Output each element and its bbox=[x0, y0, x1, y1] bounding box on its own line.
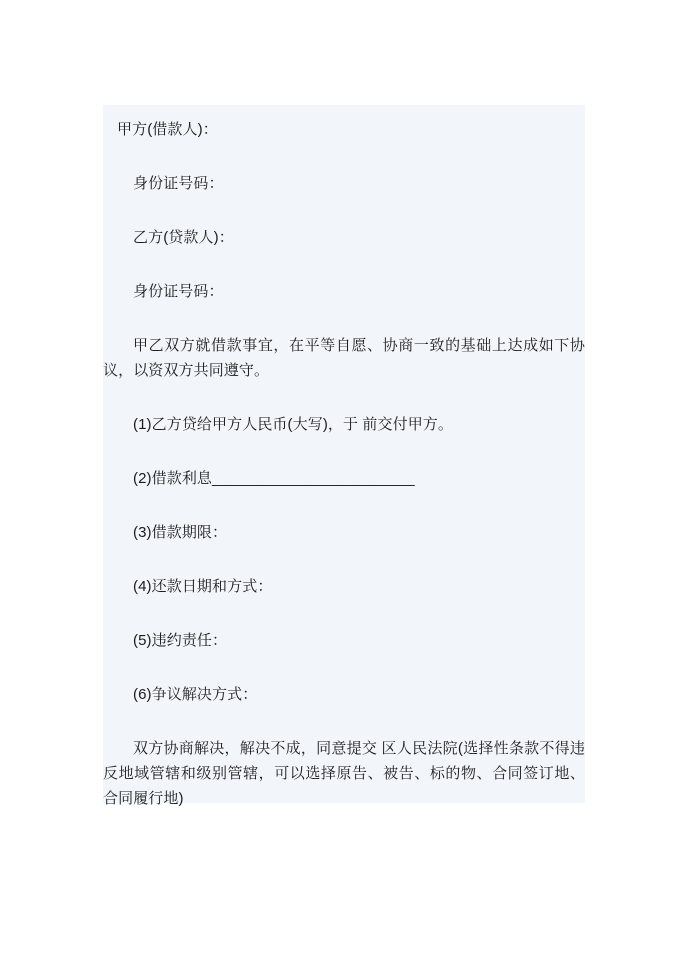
clause-6: (6)争议解决方式： bbox=[133, 686, 258, 703]
party-a-label: 甲方(借款人)： bbox=[117, 121, 218, 138]
party-b-label: 乙方(贷款人)： bbox=[133, 229, 234, 246]
clause-4: (4)还款日期和方式： bbox=[133, 578, 273, 595]
dispute-resolution-paragraph: 双方协商解决，解决不成，同意提交 区人民法院(选择性条款不得违反地域管辖和级别管辖，可以选择原告、被告、标的物、合同签订地、合同履行地) bbox=[103, 740, 585, 807]
clause-3: (3)借款期限： bbox=[133, 524, 228, 541]
clause-1: (1)乙方贷给甲方人民币(大写)，于 前交付甲方。 bbox=[133, 416, 453, 433]
clause-5: (5)违约责任： bbox=[133, 632, 228, 649]
party-b-id-label: 身份证号码： bbox=[133, 283, 224, 300]
clause-2: (2)借款利息________________________ bbox=[133, 470, 415, 487]
party-a-id-label: 身份证号码： bbox=[133, 175, 224, 192]
document-content-block bbox=[103, 105, 585, 807]
preamble-paragraph: 甲乙双方就借款事宜，在平等自愿、协商一致的基础上达成如下协议，以资双方共同遵守。 bbox=[103, 337, 585, 379]
